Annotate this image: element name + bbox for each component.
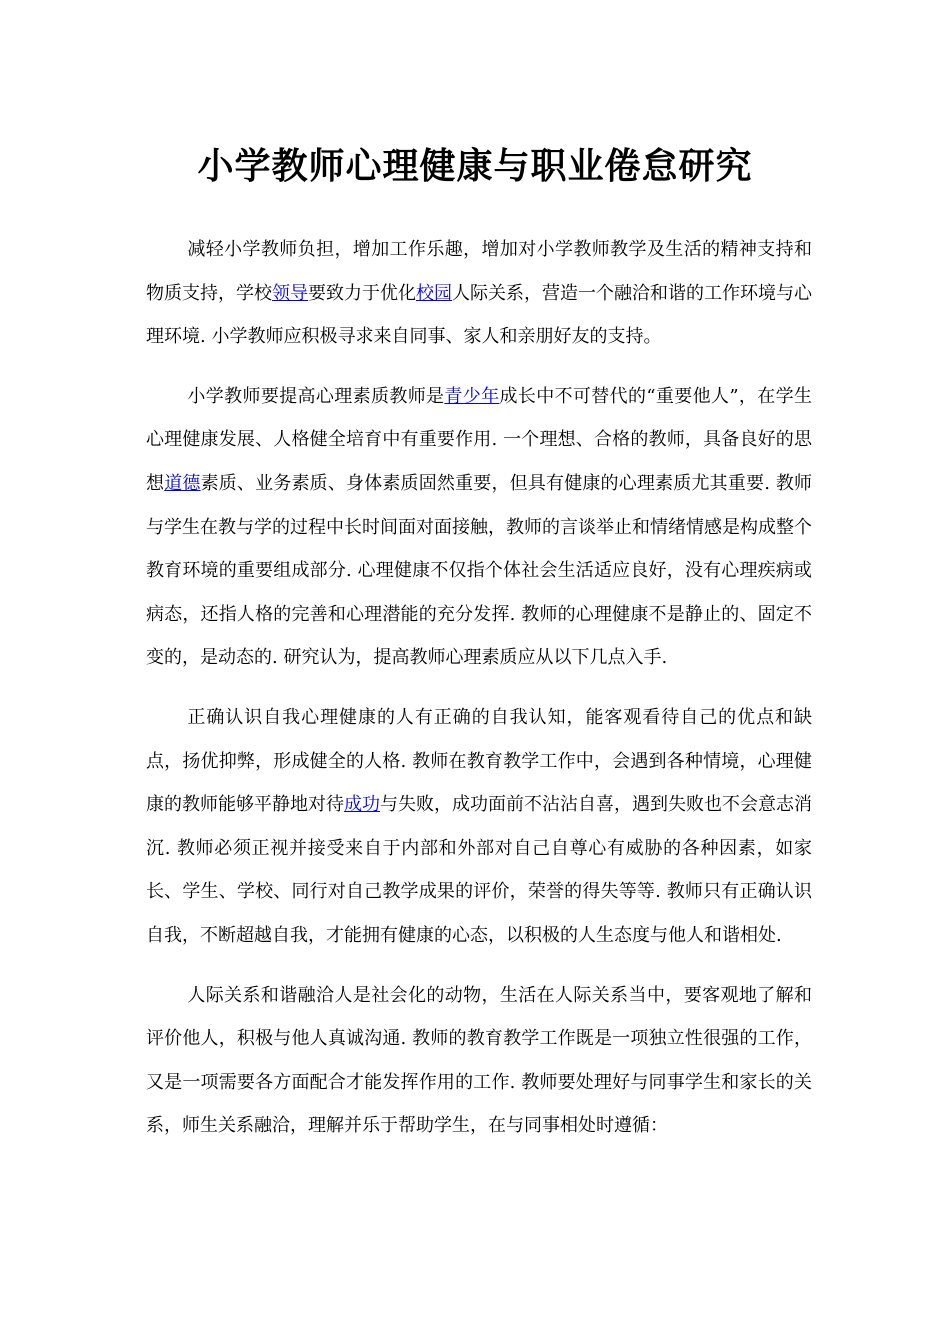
- paragraph: [146, 696, 812, 958]
- paragraph-text: 人际关系和谐融洽人是社会化的动物，生活在人际关系当中，要客观地了解和评价他人，积极与他人真诚沟通. 教师的教育教学工作既是一项独立性很强的工作，又是一项需要各方面配合才能发挥作用的工作. 教师要处理好与同事学生和家长的关系，师生关系融洽，理解并乐于帮助学生，在与同事相处时遵循：: [146, 984, 812, 1137]
- paragraph-text: 与失败，成功面前不沾沾自喜，遇到失败也不会意志消沉. 教师必须正视并接受来自于内部和外部对自己自尊心有威胁的各种因素，如家长、学生、学校、同行对自己教学成果的评价，荣誉的得失等等. 教师只有正确认识自我，不断超越自我，才能拥有健康的心态，以积极的人生态度与他人和谐相处.: [146, 794, 812, 946]
- inline-link[interactable]: 成功: [344, 794, 380, 816]
- paragraph: [146, 228, 812, 359]
- paragraph-text: 人际关系，营造一个融洽和谐的工作环境与心理环境. 小学教师应积极寻求来自同事、家人和亲朋好友的支持。: [146, 282, 812, 348]
- paragraph-text: 小学教师要提高心理素质教师是: [187, 385, 445, 407]
- paragraph: [146, 375, 812, 680]
- paragraph-text: 正确认识自我心理健康的人有正确的自我认知，能客观看待自己的优点和缺点，扬优抑弊，形成健全的人格. 教师在教育教学工作中，会遇到各种情境，心理健康的教师能够平静地对待: [146, 706, 812, 816]
- paragraph-text: 要致力于优化: [308, 282, 416, 304]
- inline-link[interactable]: 领导: [272, 282, 308, 304]
- paragraph-text: 成长中不可替代的“重要他人”，在学生心理健康发展、人格健全培育中有重要作用. 一个理想、合格的教师，具备良好的思想: [146, 385, 813, 494]
- document-title: 小学教师心理健康与职业倦怠研究: [197, 145, 753, 187]
- inline-link[interactable]: 青少年: [444, 385, 500, 407]
- document-body: [146, 228, 812, 1164]
- paragraph-text: 素质、业务素质、身体素质固然重要，但具有健康的心理素质尤其重要. 教师与学生在教与学的过程中长时间面对面接触，教师的言谈举止和情绪情感是构成整个教育环境的重要组成部分. 心理健康不仅指个体社会生活适应良好，没有心理疾病或病态，还指人格的完善和心理潜能的充分发挥. 教师的心理健康不是静止的、固定不变的，是动态的. 研究认为，提高教师心理素质应从以下几点入手.: [146, 472, 813, 669]
- inline-link[interactable]: 道德: [164, 472, 201, 494]
- inline-link[interactable]: 校园: [416, 282, 452, 304]
- paragraph-text: 减轻小学教师负担，增加工作乐趣，增加对小学教师教学及生活的精神支持和物质支持，学校: [146, 239, 812, 304]
- paragraph: [146, 974, 812, 1148]
